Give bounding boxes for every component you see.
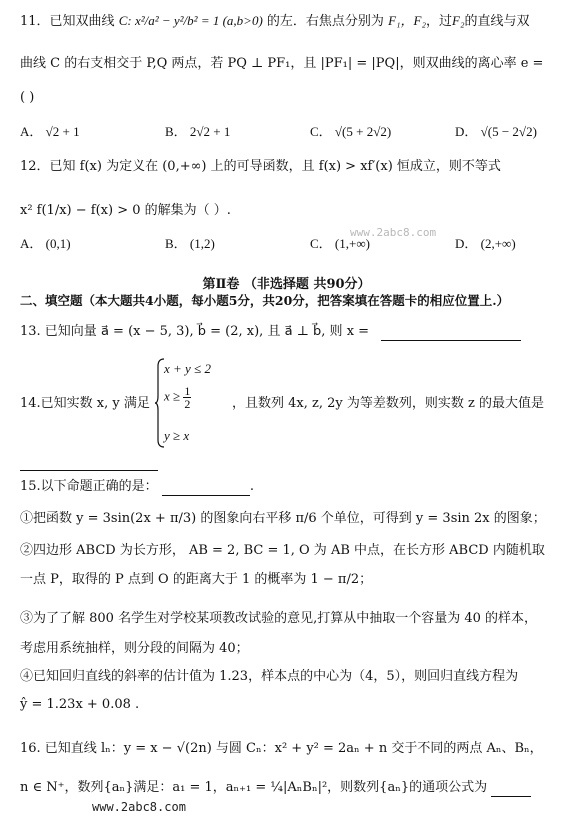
q11-option-d[interactable]: D． √(5 − 2√2) bbox=[455, 124, 537, 139]
q11-label: 11．已知双曲线 bbox=[20, 14, 115, 29]
q14-answer-blank[interactable] bbox=[20, 470, 158, 471]
q16-line2 bbox=[20, 779, 561, 797]
q11-text-d: 的直线与双 bbox=[464, 14, 530, 29]
q11-focus-f2: F₂ bbox=[452, 13, 465, 28]
q11-foci: F₁，F₂ bbox=[388, 13, 426, 28]
q12-option-d[interactable]: D． (2,+∞) bbox=[455, 236, 516, 251]
q16-line1: 16. 已知直线 lₙ：y = x − √(2n) 与圆 Cₙ：x² + y² = 2aₙ + n 交于不同的两点 Aₙ、Bₙ， bbox=[20, 741, 543, 756]
part2-title: 第Ⅱ卷 （非选择题 共90分） bbox=[202, 277, 371, 292]
q11-options bbox=[20, 121, 561, 139]
q15-head: 15.以下命题正确的是： . bbox=[20, 479, 254, 494]
q11-option-b[interactable]: B． 2√2 + 1 bbox=[165, 124, 231, 139]
section-fill-in-heading: 二、填空题（本大题共4小题，每小题5分，共20分，把答案填在答题卡的相应位置上.） bbox=[20, 293, 510, 308]
q15-statement-3b: 考虑用系统抽样，则分段的间隔为 40； bbox=[20, 641, 249, 656]
q15-statement-2b: 一点 P，取得的 P 点到 O 的距离大于 1 的概率为 1 − π/2； bbox=[20, 572, 373, 587]
q14-prefix: 14.已知实数 x, y 满足 bbox=[20, 396, 150, 411]
q14-constraint-1: x + y ≤ 2 bbox=[164, 361, 211, 376]
q15-statement-3a: ③为了了解 800 名学生对学校某项教改试验的意见,打算从中抽取一个容量为 40 的样本， bbox=[20, 611, 538, 626]
q15-statement-4b: ŷ = 1.23x + 0.08 . bbox=[20, 697, 140, 712]
q11-paren: ( ) bbox=[20, 90, 35, 105]
q12-option-c[interactable]: C． (1,+∞) bbox=[310, 236, 370, 251]
q16-answer-blank[interactable] bbox=[491, 782, 531, 797]
q14-constraint-3: y ≥ x bbox=[164, 428, 190, 443]
q15-statement-1: ①把函数 y = 3sin(2x + π/3) 的图象向右平移 π/6 个单位，可得到 y = 3sin 2x 的图象； bbox=[20, 511, 546, 526]
q13-answer-blank[interactable] bbox=[381, 326, 521, 341]
q11-text-c: ，过 bbox=[426, 14, 453, 29]
q14-suffix: ，且数列 4x, z, 2y 为等差数列，则实数 z 的最大值是 bbox=[232, 396, 544, 411]
q12-options bbox=[20, 233, 561, 251]
q12-line1: 12．已知 f(x) 为定义在 (0,+∞) 上的可导函数，且 f(x) > xf′(x) 恒成立，则不等式 bbox=[20, 159, 501, 174]
q11-line1 bbox=[20, 12, 561, 31]
q15-stem: 15.以下命题正确的是： bbox=[20, 479, 158, 494]
q16-stem: n ∈ N⁺，数列{aₙ}满足：a₁ = 1，aₙ₊₁ = ¼|AₙBₙ|²，则数列{aₙ}的通项公式为 bbox=[20, 780, 488, 795]
q11-hyperbola-eq: C: x²/a² − y²/b² = 1 (a,b>0) bbox=[118, 13, 263, 28]
q11-line2: 曲线 C 的右支相交于 P,Q 两点，若 PQ ⊥ PF₁，且 |PF₁| = |PQ|，则双曲线的离心率 e = bbox=[20, 56, 544, 71]
q15-answer-blank[interactable] bbox=[162, 481, 250, 496]
q12-line2: x² f(1/x) − f(x) > 0 的解集为（ ）. bbox=[20, 203, 231, 218]
q15-statement-2a: ②四边形 ABCD 为长方形， AB = 2, BC = 1, O 为 AB 中点，在长方形 ABCD 内随机取 bbox=[20, 543, 545, 558]
watermark: www.2abc8.com bbox=[350, 226, 437, 239]
q12-option-a[interactable]: A． (0,1) bbox=[20, 236, 71, 251]
q11-option-a[interactable]: A． √2 + 1 bbox=[20, 124, 80, 139]
q13-stem: 13. 已知向量 a⃗ = (x − 5, 3), b⃗ = (2, x), 且 a⃗ ⊥ b⃗, 则 x = bbox=[20, 324, 370, 339]
watermark: www.2abc8.com bbox=[92, 800, 186, 814]
q14-half-fraction bbox=[183, 385, 191, 410]
q11-text-b: 的左．右焦点分别为 bbox=[266, 14, 384, 29]
q12-option-b[interactable]: B． (1,2) bbox=[165, 236, 215, 251]
q15-statement-4a: ④已知回归直线的斜率的估计值为 1.23，样本点的中心为（4，5），则回归直线方程为 bbox=[20, 669, 519, 684]
q14-half-num: 1 bbox=[184, 384, 191, 398]
q14-constraint-2-lhs: x ≥ bbox=[164, 388, 181, 404]
q13-text bbox=[20, 323, 561, 341]
q14-half-den: 2 bbox=[184, 397, 191, 411]
q11-option-c[interactable]: C． √(5 + 2√2) bbox=[310, 124, 392, 139]
